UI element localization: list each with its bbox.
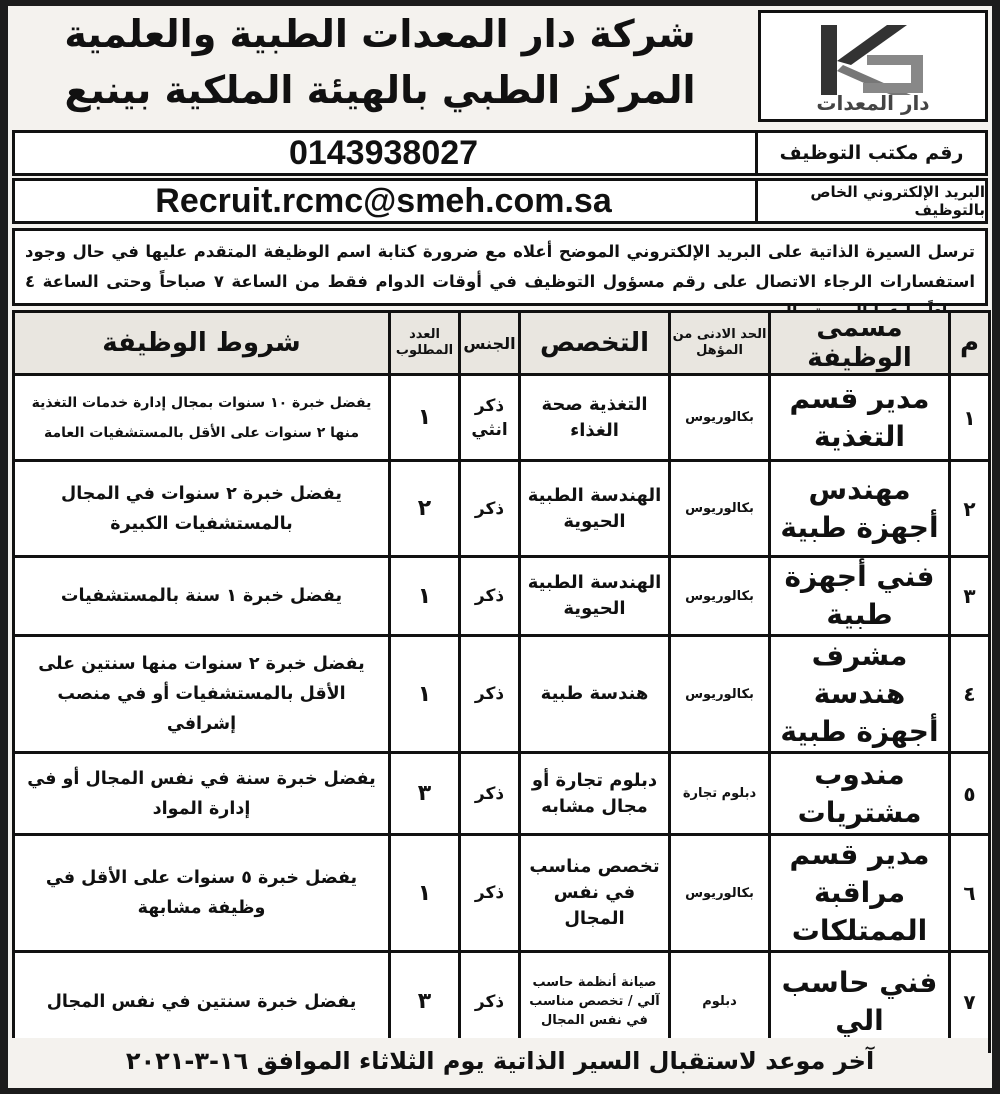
email-row (12, 178, 988, 224)
job-conditions: يفضل خبرة ٢ سنوات منها سنتين على الأقل بالمستشفيات أو في منصب إشرافي (14, 636, 390, 753)
job-qualification: بكالوريوس (670, 835, 770, 952)
job-title: مندوب مشتريات (770, 753, 950, 835)
job-qualification: دبلوم (670, 952, 770, 1052)
job-conditions: يفضل خبرة ٥ سنوات على الأقل في وظيفة مشابهة (14, 835, 390, 952)
col-gender: الجنس (460, 312, 520, 375)
job-conditions: يفضل خبرة سنتين في نفس المجال (14, 952, 390, 1052)
job-specialization: الهندسة الطبية الحيوية (520, 557, 670, 636)
job-title: فني أجهزة طبية (770, 557, 950, 636)
col-count: العدد المطلوب (390, 312, 460, 375)
job-specialization: صيانة أنظمة حاسب آلي / تخصص مناسب في نفس المجال (520, 952, 670, 1052)
job-gender: ذكر (460, 753, 520, 835)
table-row (14, 952, 990, 1052)
row-index: ٢ (950, 461, 990, 557)
jobs-table (12, 310, 991, 1053)
job-qualification: دبلوم تجارة (670, 753, 770, 835)
job-count: ١ (390, 375, 460, 461)
email-label: البريد الإلكتروني الخاص بالتوظيف (755, 181, 985, 221)
logo-text: دار المعدات (816, 91, 930, 115)
job-gender: ذكر انثي (460, 375, 520, 461)
table-header-row (14, 312, 990, 375)
job-count: ٣ (390, 952, 460, 1052)
application-notice: ترسل السيرة الذاتية على البريد الإلكتروني الموضح أعلاه مع ضرورة كتابة اسم الوظيفة المتقدم عليها في حال وجود استفسارات الرجاء الاتصال على رقم مسؤول التوظيف في أوقات الدوام فقط من الساعة ٧ صباحاً وحتى الساعة ٤ (12, 228, 988, 306)
job-count: ٣ (390, 753, 460, 835)
row-index: ٣ (950, 557, 990, 636)
job-qualification: بكالوريوس (670, 636, 770, 753)
job-title: مدير قسم مراقبة الممتلكات (770, 835, 950, 952)
job-conditions: يفضل خبرة ٢ سنوات في المجال بالمستشفيات الكبيرة (14, 461, 390, 557)
job-title: فني حاسب الي (770, 952, 950, 1052)
table-row (14, 835, 990, 952)
job-title: مهندس أجهزة طبية (770, 461, 950, 557)
deadline-footer: آخر موعد لاستقبال السير الذاتية يوم الثلاثاء الموافق ١٦-٣-٢٠٢١ (12, 1038, 988, 1084)
phone-label: رقم مكتب التوظيف (755, 133, 985, 173)
job-specialization: الهندسة الطبية الحيوية (520, 461, 670, 557)
row-index: ٧ (950, 952, 990, 1052)
table-row (14, 461, 990, 557)
job-count: ١ (390, 557, 460, 636)
job-specialization: دبلوم تجارة أو مجال مشابه (520, 753, 670, 835)
header-titles (8, 6, 752, 124)
job-gender: ذكر (460, 461, 520, 557)
ks-logo-icon (807, 21, 937, 99)
row-index: ٤ (950, 636, 990, 753)
col-qualification: الحد الادنى من المؤهل (670, 312, 770, 375)
job-conditions: يفضل خبرة ١٠ سنوات بمجال إدارة خدمات التغذية منها ٢ سنوات على الأقل بالمستشفيات العامة (14, 375, 390, 461)
table-row (14, 753, 990, 835)
col-conditions: شروط الوظيفة (14, 312, 390, 375)
col-specialization: التخصص (520, 312, 670, 375)
job-title: مشرف هندسة أجهزة طبية (770, 636, 950, 753)
phone-number[interactable]: 0143938027 (288, 133, 479, 172)
phone-row (12, 130, 988, 176)
job-qualification: بكالوريوس (670, 375, 770, 461)
col-title: مسمى الوظيفة (770, 312, 950, 375)
job-gender: ذكر (460, 636, 520, 753)
company-title: شركة دار المعدات الطبية والعلمية (64, 12, 696, 56)
job-conditions: يفضل خبرة ١ سنة بالمستشفيات (14, 557, 390, 636)
job-count: ٢ (390, 461, 460, 557)
job-specialization: هندسة طبية (520, 636, 670, 753)
job-specialization: تخصص مناسب في نفس المجال (520, 835, 670, 952)
job-count: ١ (390, 835, 460, 952)
job-qualification: بكالوريوس (670, 461, 770, 557)
email-address[interactable]: Recruit.rcmc@smeh.com.sa (155, 181, 612, 220)
job-conditions: يفضل خبرة سنة في نفس المجال أو في إدارة المواد (14, 753, 390, 835)
job-gender: ذكر (460, 835, 520, 952)
job-gender: ذكر (460, 952, 520, 1052)
logo (758, 10, 988, 122)
center-title: المركز الطبي بالهيئة الملكية بينبع (64, 68, 696, 112)
col-index: م (950, 312, 990, 375)
header (8, 6, 992, 124)
table-row (14, 636, 990, 753)
row-index: ٦ (950, 835, 990, 952)
job-qualification: بكالوريوس (670, 557, 770, 636)
job-title: مدير قسم التغذية (770, 375, 950, 461)
row-index: ٥ (950, 753, 990, 835)
table-row (14, 557, 990, 636)
job-specialization: التغذية صحة الغذاء (520, 375, 670, 461)
table-row (14, 375, 990, 461)
job-gender: ذكر (460, 557, 520, 636)
job-advertisement (8, 6, 992, 1088)
job-count: ١ (390, 636, 460, 753)
row-index: ١ (950, 375, 990, 461)
